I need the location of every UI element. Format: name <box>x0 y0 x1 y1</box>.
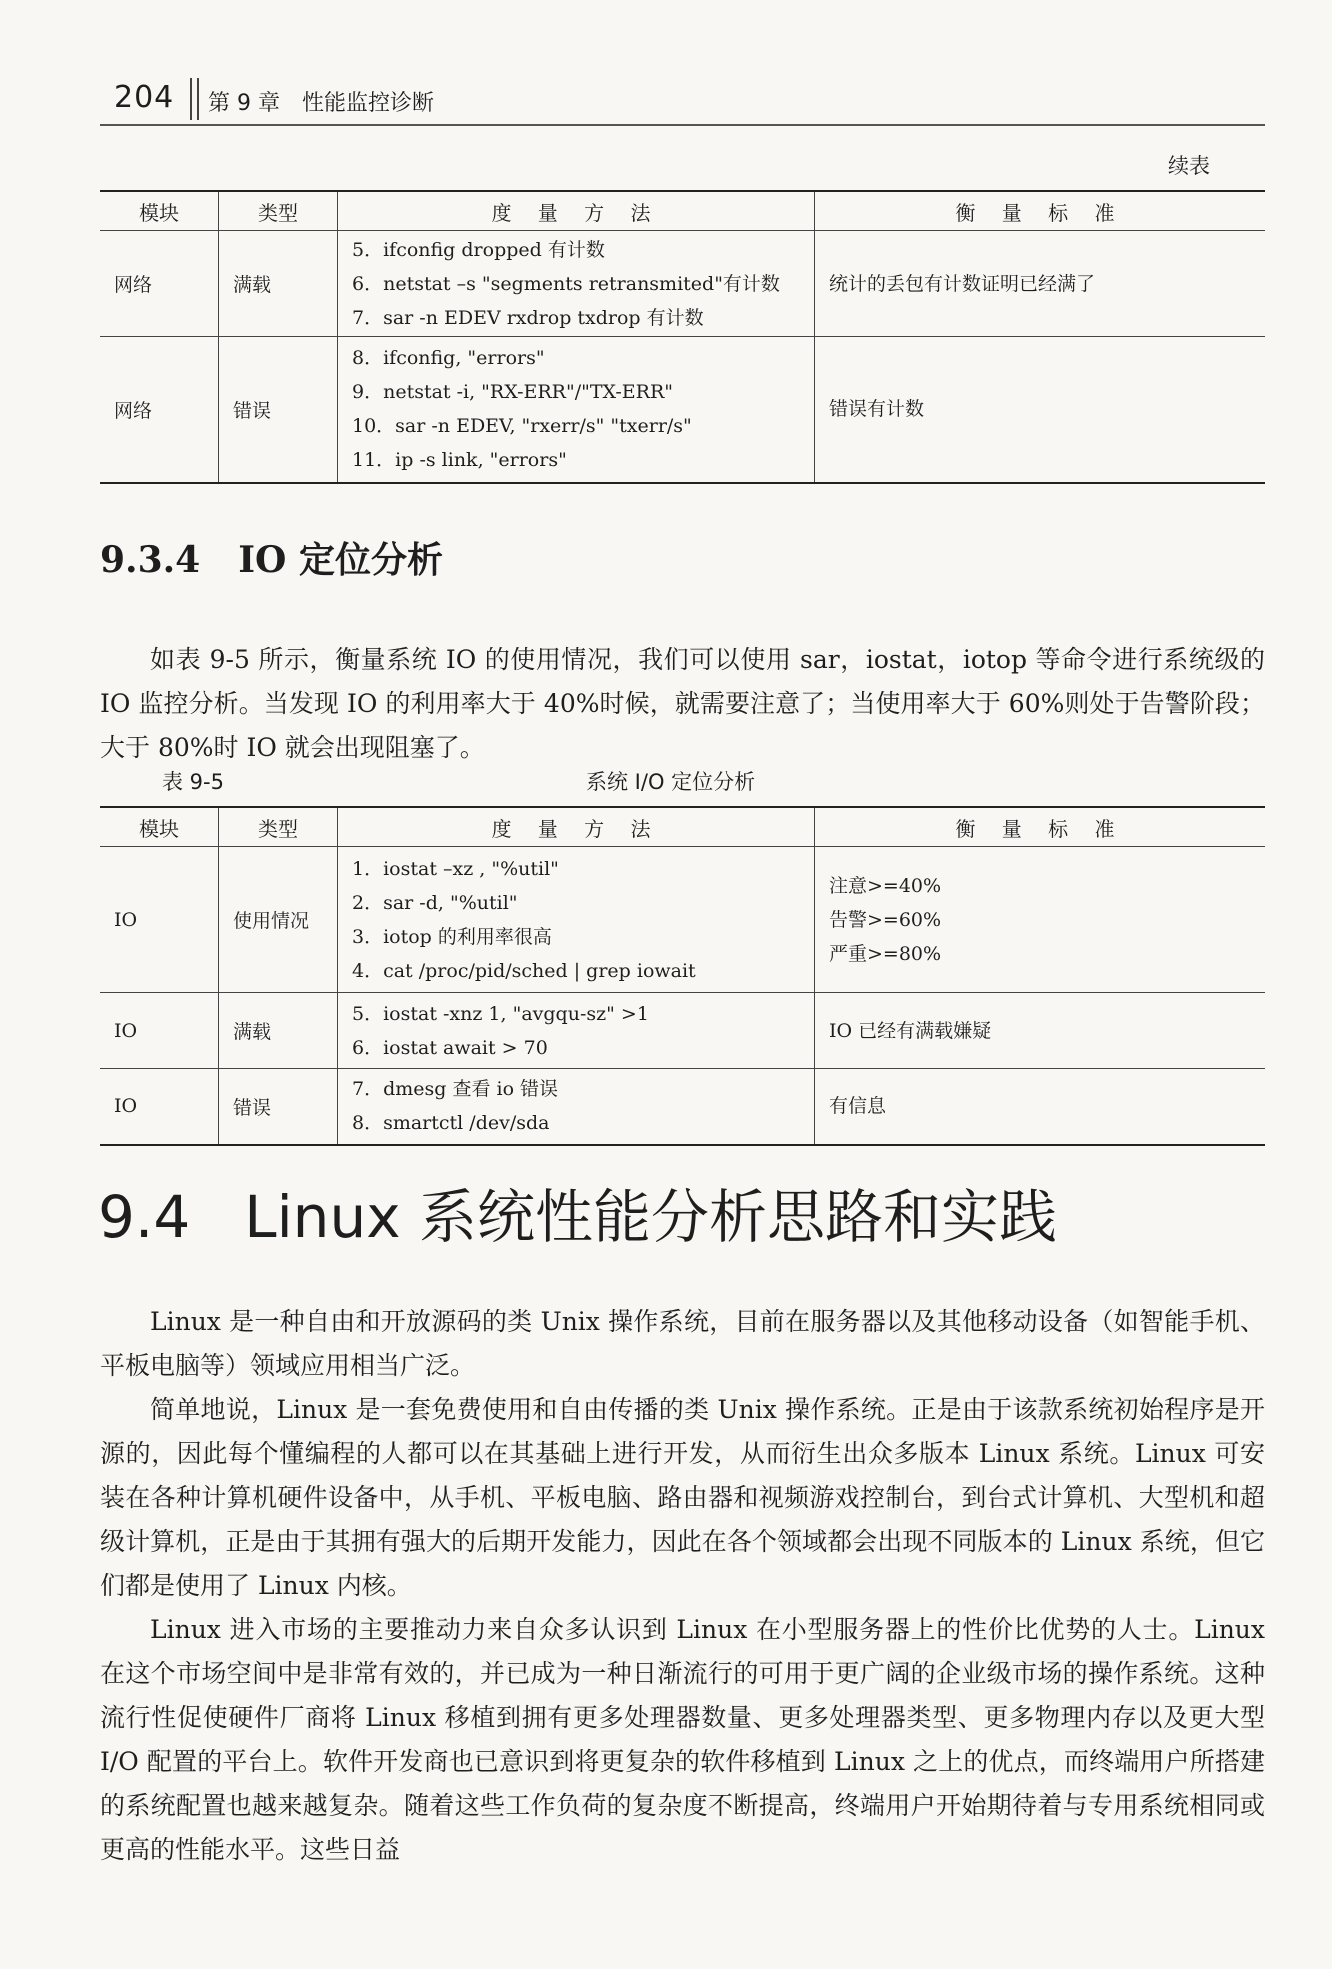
cell-module: IO <box>100 1069 219 1145</box>
table-caption-number: 表 9-5 <box>162 770 224 794</box>
body-paragraph: Linux 进入市场的主要推动力来自众多认识到 Linux 在小型服务器上的性价比优势的人士。Linux 在这个市场空间中是非常有效的，并已成为一种日渐流行的可用于更广阔的企业级市场的操作系统。这种流行性促使硬件厂商将 Linux 移植到拥有更多处理器数量、更多处理器类型、更多物理内存以及更大型 I/O 配置的平台上。软件开发商也已意识到将更复杂的软件移植到 Linux 之上的优点，而终端用户所搭建的系统配置也越来越复杂。随着这些工作负荷的复杂度不断提高，终端用户开始期待着与专用系统相同或更高的性能水平。这些日益 <box>100 1615 1265 1864</box>
method-item: 9．netstat -i, "RX-ERR"/"TX-ERR" <box>352 381 674 404</box>
cell-criteria <box>815 993 1266 1069</box>
header-type: 类型 <box>219 807 338 847</box>
table-row <box>100 231 1265 337</box>
cell-module: IO <box>100 847 219 993</box>
header-method: 度 量 方 法 <box>338 807 815 847</box>
section-title: IO 定位分析 <box>238 539 443 581</box>
method-item: 7．dmesg 查看 io 错误 <box>352 1078 559 1101</box>
criteria-item: 有信息 <box>829 1095 887 1118</box>
header-criteria: 衡 量 标 准 <box>815 807 1266 847</box>
header-method: 度 量 方 法 <box>338 191 815 231</box>
criteria-item: 告警>=60% <box>829 908 942 931</box>
cell-module: IO <box>100 993 219 1069</box>
method-item: 3．iotop 的利用率很高 <box>352 925 552 948</box>
section-number: 9.3.4 <box>100 539 201 581</box>
method-item: 6．netstat –s "segments retransmited"有计数 <box>352 272 780 295</box>
body-paragraph: Linux 是一种自由和开放源码的类 Unix 操作系统，目前在服务器以及其他移动设备（如智能手机、平板电脑等）领域应用相当广泛。 <box>100 1307 1265 1380</box>
network-table-continued <box>100 190 1265 484</box>
cell-criteria <box>815 847 1266 993</box>
method-item: 1．iostat –xz , "%util" <box>352 857 559 880</box>
cell-module: 网络 <box>100 337 219 483</box>
criteria-item: 注意>=40% <box>829 874 942 897</box>
header-type: 类型 <box>219 191 338 231</box>
table-row <box>100 1069 1265 1145</box>
section-title: Linux 系统性能分析思路和实践 <box>244 1183 1057 1251</box>
body-paragraph: 如表 9-5 所示，衡量系统 IO 的使用情况，我们可以使用 sar，iostat，iotop 等命令进行系统级的 IO 监控分析。当发现 IO 的利用率大于 40%时候，就需要注意了；当使用率大于 60%则处于告警阶段；大于 80%时 IO 就会出现阻塞了。 <box>100 645 1265 762</box>
table-row <box>100 993 1265 1069</box>
section-heading-934 <box>100 532 443 583</box>
continued-label: 续表 <box>1168 154 1210 178</box>
page-number: 204 <box>114 80 175 115</box>
table-row <box>100 847 1265 993</box>
cell-type: 满载 <box>219 993 338 1069</box>
table-header-row <box>100 807 1265 847</box>
criteria-item: 统计的丢包有计数证明已经满了 <box>829 272 1096 295</box>
chapter-title: 第 9 章 性能监控诊断 <box>208 91 434 116</box>
io-analysis-table <box>100 806 1265 1146</box>
cell-methods <box>338 1069 815 1145</box>
cell-type: 使用情况 <box>219 847 338 993</box>
header-divider <box>190 78 199 120</box>
header-module: 模块 <box>100 191 219 231</box>
cell-module: 网络 <box>100 231 219 337</box>
header-criteria: 衡 量 标 准 <box>815 191 1266 231</box>
body-paragraph: 简单地说，Linux 是一套免费使用和自由传播的类 Unix 操作系统。正是由于该款系统初始程序是开源的，因此每个懂编程的人都可以在其基础上进行开发，从而衍生出众多版本 Linux 系统。Linux 可安装在各种计算机硬件设备中，从手机、平板电脑、路由器和视频游戏控制台，到台式计算机、大型机和超级计算机，正是由于其拥有强大的后期开发能力，因此在各个领域都会出现不同版本的 Linux 系统，但它们都是使用了 Linux 内核。 <box>100 1395 1265 1600</box>
method-item: 6．iostat await > 70 <box>352 1036 548 1059</box>
method-item: 11．ip -s link, "errors" <box>352 449 567 472</box>
cell-criteria <box>815 231 1266 337</box>
method-item: 5．ifconfig dropped 有计数 <box>352 238 605 261</box>
method-item: 5．iostat -xnz 1, "avgqu-sz" >1 <box>352 1002 649 1025</box>
criteria-item: 错误有计数 <box>829 398 925 421</box>
method-item: 8．ifconfig, "errors" <box>352 347 545 370</box>
table-row <box>100 337 1265 483</box>
criteria-item: 严重>=80% <box>829 942 942 965</box>
header-module: 模块 <box>100 807 219 847</box>
cell-type: 满载 <box>219 231 338 337</box>
method-item: 10．sar -n EDEV, "rxerr/s" "txerr/s" <box>352 415 692 438</box>
cell-type: 错误 <box>219 1069 338 1145</box>
running-header <box>100 78 1265 126</box>
section-heading-94 <box>98 1170 1057 1254</box>
criteria-item: IO 已经有满载嫌疑 <box>829 1019 992 1042</box>
table-header-row <box>100 191 1265 231</box>
section-number: 9.4 <box>98 1183 191 1251</box>
method-item: 8．smartctl /dev/sda <box>352 1112 550 1135</box>
cell-methods <box>338 231 815 337</box>
cell-criteria <box>815 337 1266 483</box>
cell-methods <box>338 337 815 483</box>
cell-type: 错误 <box>219 337 338 483</box>
cell-criteria <box>815 1069 1266 1145</box>
table-caption-title: 系统 I/O 定位分析 <box>586 770 756 794</box>
cell-methods <box>338 847 815 993</box>
method-item: 4．cat /proc/pid/sched | grep iowait <box>352 959 696 982</box>
method-item: 7．sar -n EDEV rxdrop txdrop 有计数 <box>352 306 704 329</box>
cell-methods <box>338 993 815 1069</box>
method-item: 2．sar -d, "%util" <box>352 891 518 914</box>
